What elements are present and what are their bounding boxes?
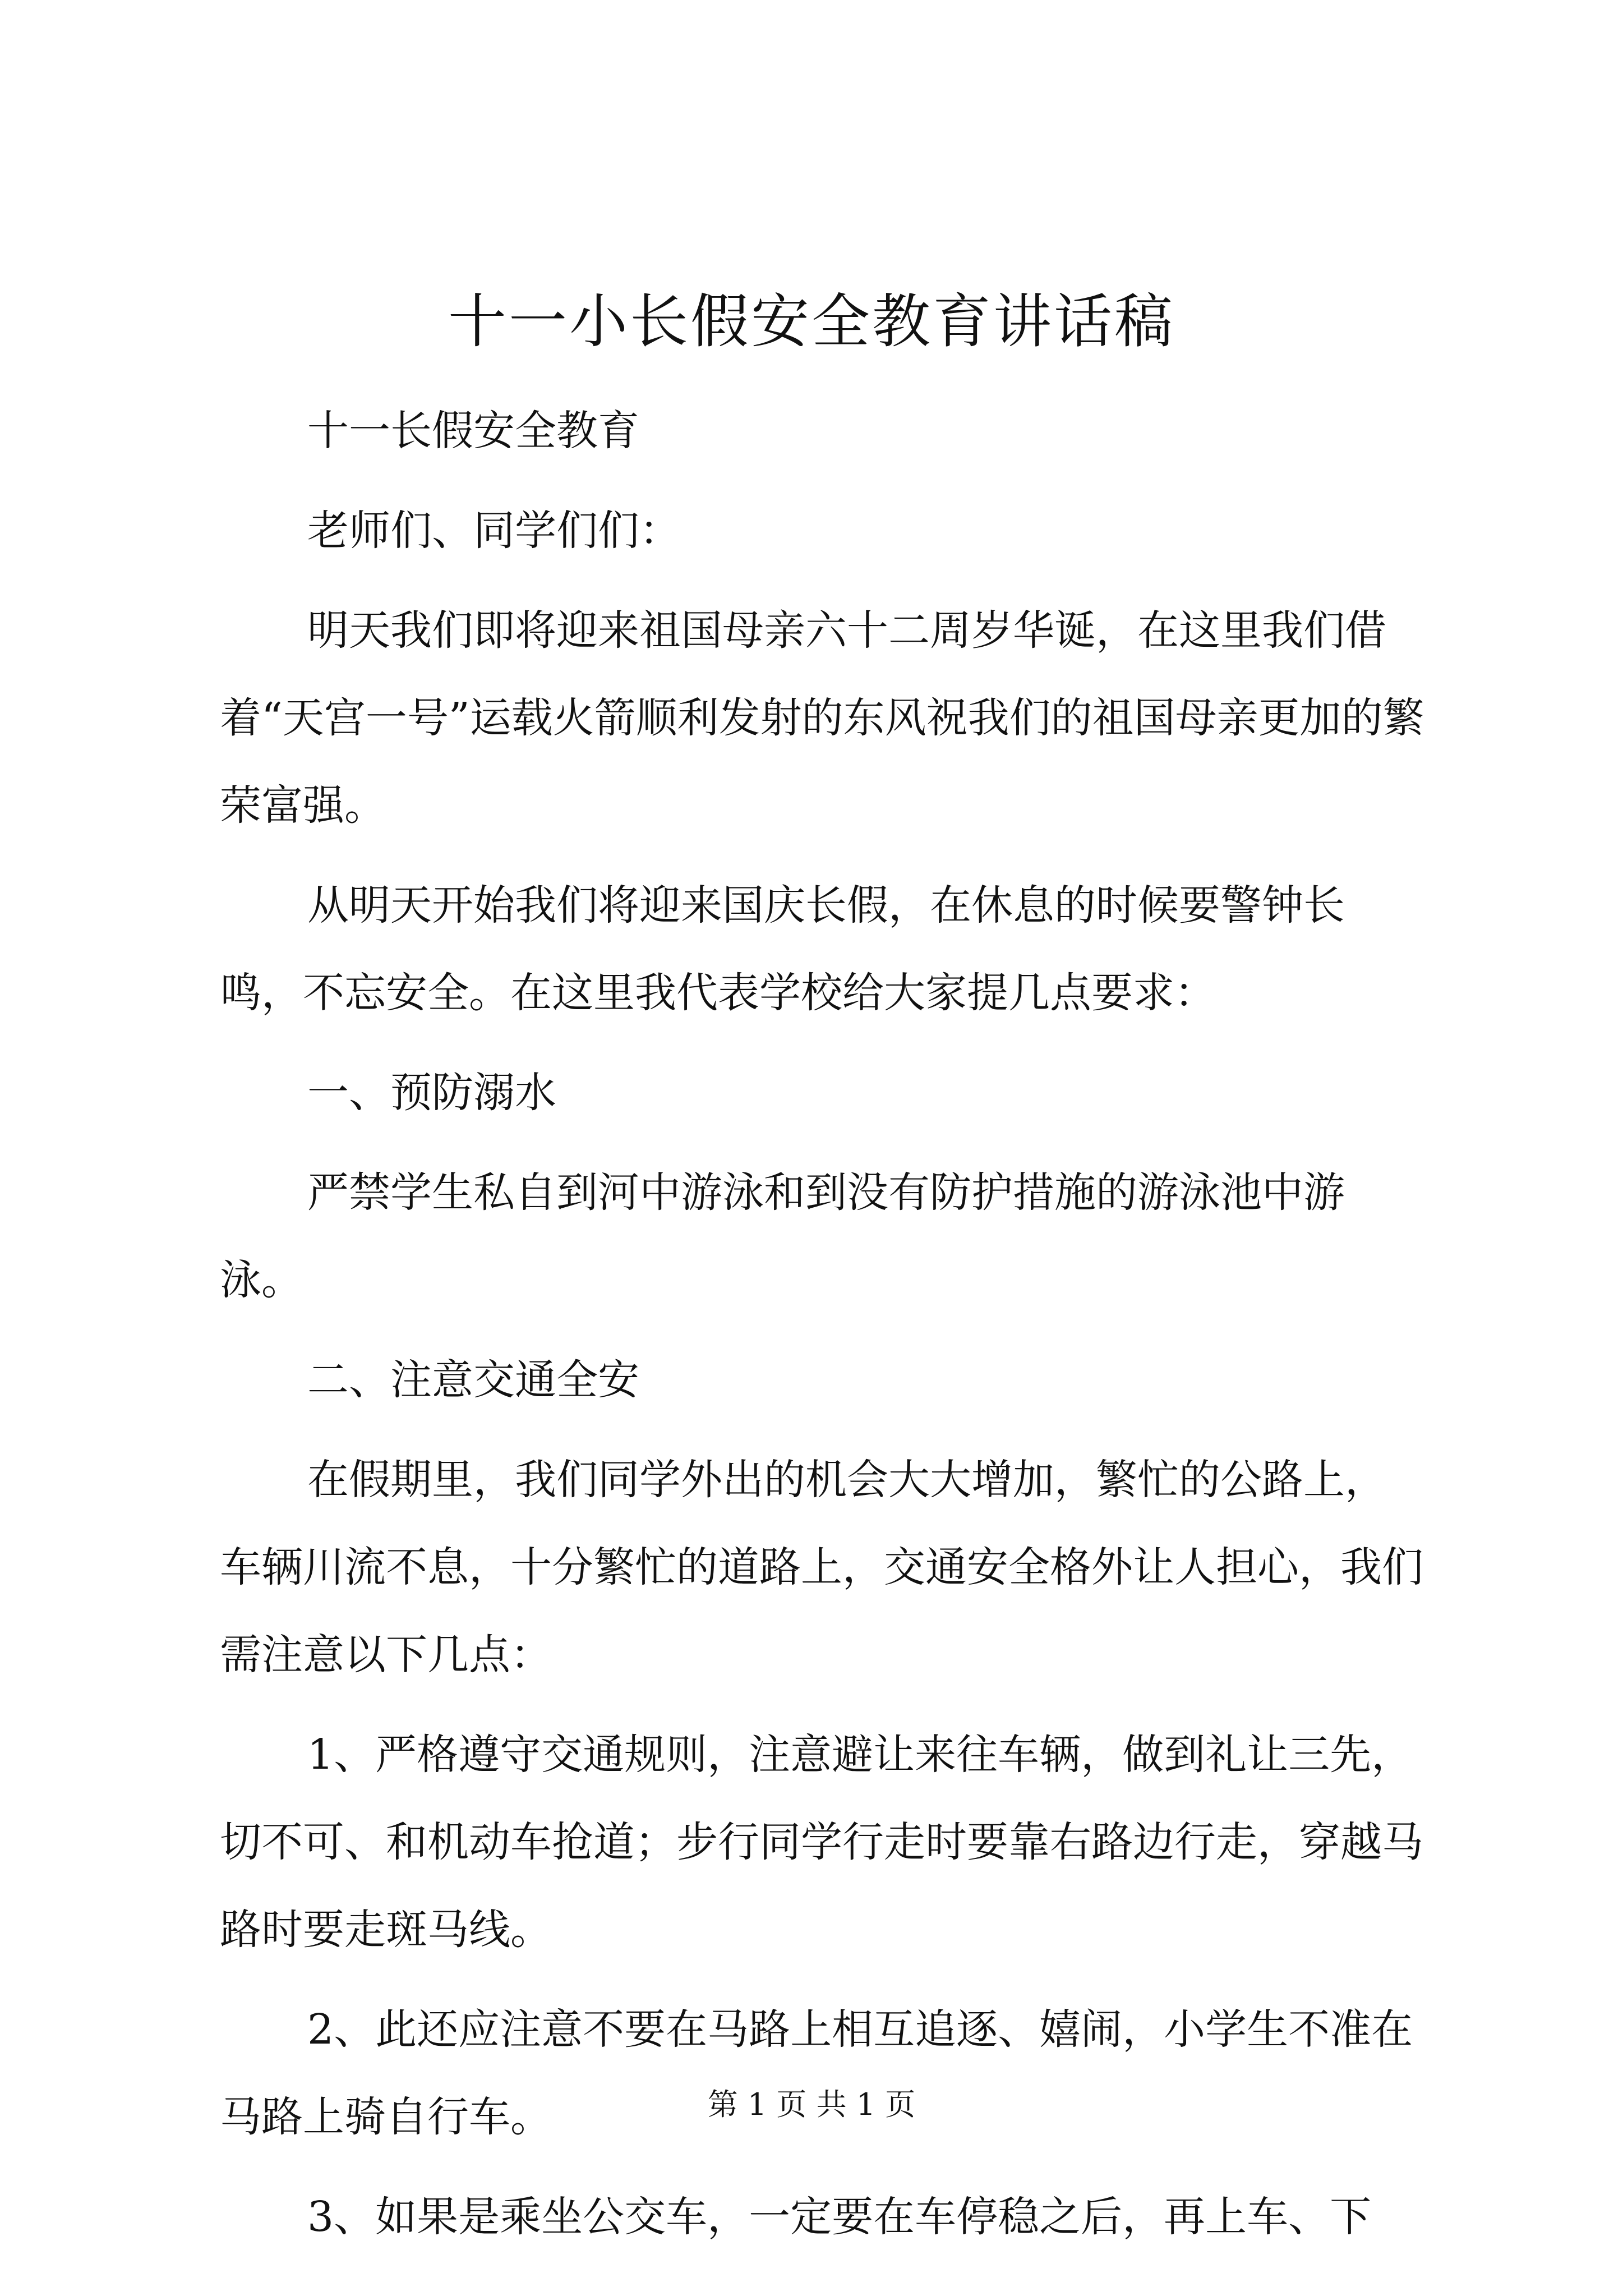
- paragraph-intro: 明天我们即将迎来祖国母亲六十二周岁华诞，在这里我们借着“天宫一号”运载火箭顺利发射的东风祝我们的祖国母亲更加的繁荣富强。: [220, 606, 1424, 830]
- paragraph-traffic-rule-3: 3、如果是乘坐公交车，一定要在车停稳之后，再上车、下: [307, 2193, 1372, 2241]
- document-title: 十一小长假安全教育讲话稿: [448, 287, 1175, 356]
- paragraph-subtitle: 十一长假安全教育: [307, 407, 639, 455]
- heading-drowning-prevention: 一、预防溺水: [307, 1069, 556, 1117]
- paragraph-traffic-rule-2: 2、此还应注意不要在马路上相互追逐、嬉闹，小学生不准在马路上骑自行车。: [220, 2005, 1413, 2141]
- heading-traffic-safety: 二、注意交通全安: [307, 1356, 639, 1404]
- paragraph-traffic-rule-1: 1、严格遵守交通规则，注意避让来往车辆，做到礼让三先，切不可、和机动车抢道；步行同学行走时要靠右路边行走，穿越马路时要走斑马线。: [220, 1731, 1423, 1954]
- paragraph-salutation: 老师们、同学们们：: [307, 507, 681, 555]
- paragraph-holiday-notice: 从明天开始我们将迎来国庆长假，在休息的时候要警钟长鸣，不忘安全。在这里我代表学校给大家提几点要求：: [220, 881, 1345, 1017]
- paragraph-swimming-rule: 严禁学生私自到河中游泳和到没有防护措施的游泳池中游泳。: [220, 1168, 1345, 1304]
- page-footer: 第 1 页 共 1 页: [707, 2087, 916, 2122]
- paragraph-traffic-intro: 在假期里，我们同学外出的机会大大增加，繁忙的公路上，车辆川流不息，十分繁忙的道路上，交通安全格外让人担心，我们需注意以下几点：: [220, 1456, 1423, 1679]
- document-body: [220, 387, 1426, 2273]
